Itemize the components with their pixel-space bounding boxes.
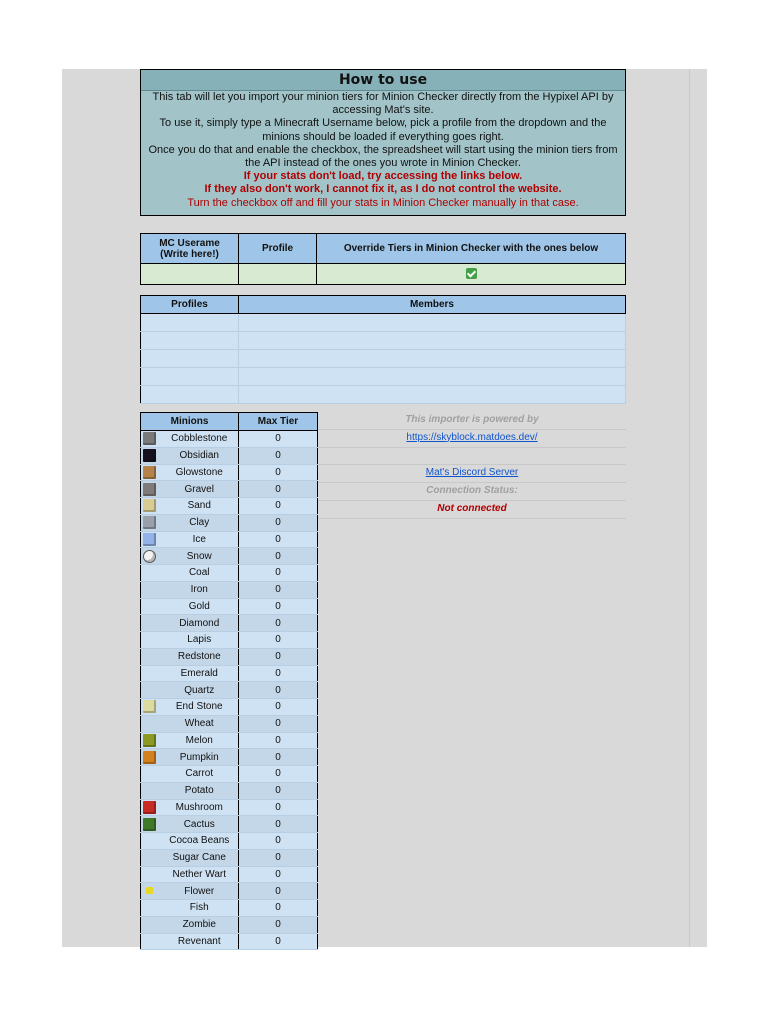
minion-row	[141, 883, 318, 900]
howto-line: minions should be loaded if everything goes right.	[262, 130, 504, 143]
minion-max-tier: 0	[239, 933, 318, 950]
minion-max-tier: 0	[239, 849, 318, 866]
minion-row	[141, 782, 318, 799]
profile-dropdown[interactable]	[239, 264, 317, 285]
minion-name: Snow	[161, 548, 239, 565]
gravel-icon	[143, 483, 156, 496]
minion-name: Potato	[161, 782, 239, 799]
sand-icon	[143, 499, 156, 512]
minion-name: Sugar Cane	[161, 849, 239, 866]
minion-max-tier: 0	[239, 481, 318, 498]
importer-info	[318, 412, 626, 519]
pumpkin-icon	[143, 751, 156, 764]
minion-name: Iron	[161, 581, 239, 598]
warning-line: Turn the checkbox off and fill your stats in Minion Checker manually in that case.	[187, 196, 579, 209]
profile-row	[141, 332, 626, 350]
minion-max-tier: 0	[239, 883, 318, 900]
minion-name: Cobblestone	[161, 431, 239, 448]
minion-name: Quartz	[161, 682, 239, 699]
warning-line: If they also don't work, I cannot fix it, as I do not control the website.	[204, 183, 562, 196]
minion-max-tier: 0	[239, 615, 318, 632]
minion-max-tier: 0	[239, 464, 318, 481]
minion-max-tier: 0	[239, 833, 318, 850]
minion-row	[141, 431, 318, 448]
minion-name: Ice	[161, 531, 239, 548]
connection-status-label: Connection Status:	[318, 483, 626, 501]
minion-name: Clay	[161, 514, 239, 531]
minion-icon-cell	[141, 565, 161, 582]
minion-max-tier: 0	[239, 900, 318, 917]
minion-row	[141, 581, 318, 598]
flower-icon	[146, 887, 153, 894]
minion-max-tier: 0	[239, 782, 318, 799]
minion-icon-cell	[141, 933, 161, 950]
profile-cell	[141, 332, 239, 350]
minion-row	[141, 632, 318, 649]
minion-max-tier: 0	[239, 632, 318, 649]
minion-max-tier: 0	[239, 799, 318, 816]
username-input[interactable]	[141, 264, 239, 285]
minion-name: Glowstone	[161, 464, 239, 481]
minion-name: Redstone	[161, 648, 239, 665]
minion-name: Melon	[161, 732, 239, 749]
warning-line: If your stats don't load, try accessing the links below.	[243, 170, 523, 183]
minion-row	[141, 816, 318, 833]
minion-row	[141, 833, 318, 850]
minion-name: Mushroom	[161, 799, 239, 816]
profile-cell	[141, 368, 239, 386]
minion-row	[141, 615, 318, 632]
minion-icon-cell	[141, 849, 161, 866]
end-stone-icon	[143, 700, 156, 713]
profile-cell	[141, 386, 239, 404]
powered-by-text: This importer is powered by	[318, 412, 626, 430]
minion-icon-cell	[141, 431, 161, 448]
minion-icon-cell	[141, 514, 161, 531]
minion-row	[141, 933, 318, 950]
members-cell	[239, 368, 626, 386]
howto-line: accessing Mat's site.	[332, 104, 434, 117]
cobblestone-icon	[143, 432, 156, 445]
minion-row	[141, 548, 318, 565]
minion-name: Fish	[161, 900, 239, 917]
howto-line: This tab will let you import your minion tiers for Minion Checker directly from the Hypixel API by	[152, 91, 614, 103]
minion-row	[141, 498, 318, 515]
max-tier-header: Max Tier	[239, 413, 318, 431]
minion-max-tier: 0	[239, 665, 318, 682]
minion-icon-cell	[141, 581, 161, 598]
minion-max-tier: 0	[239, 715, 318, 732]
minion-max-tier: 0	[239, 581, 318, 598]
snow-icon	[143, 550, 156, 563]
profile-cell	[141, 350, 239, 368]
minion-name: Revenant	[161, 933, 239, 950]
minion-max-tier: 0	[239, 682, 318, 699]
cactus-icon	[143, 818, 156, 831]
minion-max-tier: 0	[239, 447, 318, 464]
minions-header: Minions	[141, 413, 239, 431]
clay-icon	[143, 516, 156, 529]
minion-icon-cell	[141, 648, 161, 665]
minion-row	[141, 732, 318, 749]
profile-row	[141, 386, 626, 404]
minion-row	[141, 531, 318, 548]
minion-max-tier: 0	[239, 531, 318, 548]
minion-max-tier: 0	[239, 749, 318, 766]
minion-max-tier: 0	[239, 548, 318, 565]
ice-icon	[143, 533, 156, 546]
minion-name: Zombie	[161, 916, 239, 933]
minions-table	[140, 412, 318, 950]
profile-row	[141, 350, 626, 368]
minion-name: Cocoa Beans	[161, 833, 239, 850]
minion-row	[141, 715, 318, 732]
minion-row	[141, 682, 318, 699]
minion-row	[141, 565, 318, 582]
minion-icon-cell	[141, 598, 161, 615]
minion-icon-cell	[141, 615, 161, 632]
minion-row	[141, 766, 318, 783]
profile-header: Profile	[239, 234, 317, 264]
minion-row	[141, 866, 318, 883]
minion-row	[141, 665, 318, 682]
minion-icon-cell	[141, 464, 161, 481]
minion-max-tier: 0	[239, 732, 318, 749]
minion-max-tier: 0	[239, 766, 318, 783]
minion-icon-cell	[141, 665, 161, 682]
minion-name: Gold	[161, 598, 239, 615]
minion-icon-cell	[141, 481, 161, 498]
minion-row	[141, 916, 318, 933]
minion-max-tier: 0	[239, 598, 318, 615]
minion-name: Flower	[161, 883, 239, 900]
minion-icon-cell	[141, 816, 161, 833]
minion-icon-cell	[141, 732, 161, 749]
melon-icon	[143, 734, 156, 747]
override-header: Override Tiers in Minion Checker with the ones below	[317, 234, 626, 264]
minion-name: Diamond	[161, 615, 239, 632]
minion-icon-cell	[141, 833, 161, 850]
minion-max-tier: 0	[239, 648, 318, 665]
minion-max-tier: 0	[239, 866, 318, 883]
minion-max-tier: 0	[239, 916, 318, 933]
minion-max-tier: 0	[239, 816, 318, 833]
mushroom-icon	[143, 801, 156, 814]
minion-icon-cell	[141, 447, 161, 464]
members-header: Members	[239, 296, 626, 314]
minion-icon-cell	[141, 799, 161, 816]
minion-row	[141, 900, 318, 917]
minion-row	[141, 849, 318, 866]
minion-name: Carrot	[161, 766, 239, 783]
minion-max-tier: 0	[239, 514, 318, 531]
minion-icon-cell	[141, 883, 161, 900]
howto-line: the API instead of the ones you wrote in Minion Checker.	[245, 157, 521, 170]
input-table	[140, 233, 626, 285]
minion-row	[141, 749, 318, 766]
minion-icon-cell	[141, 782, 161, 799]
minion-icon-cell	[141, 548, 161, 565]
minion-name: Lapis	[161, 632, 239, 649]
minion-icon-cell	[141, 866, 161, 883]
minion-name: Coal	[161, 565, 239, 582]
profile-row	[141, 314, 626, 332]
minion-max-tier: 0	[239, 498, 318, 515]
minion-row	[141, 699, 318, 716]
minion-name: Pumpkin	[161, 749, 239, 766]
minion-row	[141, 464, 318, 481]
members-cell	[239, 314, 626, 332]
minion-icon-cell	[141, 682, 161, 699]
username-header: MC Userame (Write here!)	[141, 234, 239, 264]
minion-row	[141, 598, 318, 615]
glowstone-icon	[143, 466, 156, 479]
override-checkbox[interactable]	[466, 268, 477, 279]
connection-status-value: Not connected	[318, 501, 626, 519]
minion-name: End Stone	[161, 699, 239, 716]
minion-name: Wheat	[161, 715, 239, 732]
members-cell	[239, 386, 626, 404]
minion-icon-cell	[141, 699, 161, 716]
minion-max-tier: 0	[239, 431, 318, 448]
minion-max-tier: 0	[239, 565, 318, 582]
sheet-right-margin	[689, 69, 707, 947]
minion-icon-cell	[141, 498, 161, 515]
site-link[interactable]: https://skyblock.matdoes.dev/	[406, 431, 538, 443]
howto-line: To use it, simply type a Minecraft Username below, pick a profile from the dropdown and the	[159, 117, 607, 130]
empty-row	[318, 448, 626, 466]
minion-icon-cell	[141, 531, 161, 548]
members-cell	[239, 350, 626, 368]
minion-name: Nether Wart	[161, 866, 239, 883]
minion-icon-cell	[141, 715, 161, 732]
profile-cell	[141, 314, 239, 332]
minion-icon-cell	[141, 749, 161, 766]
profiles-header: Profiles	[141, 296, 239, 314]
minion-row	[141, 648, 318, 665]
minion-icon-cell	[141, 632, 161, 649]
obsidian-icon	[143, 449, 156, 462]
spreadsheet-area	[62, 69, 706, 947]
override-cell	[317, 264, 626, 285]
minion-row	[141, 799, 318, 816]
profiles-table	[140, 295, 626, 404]
minion-icon-cell	[141, 766, 161, 783]
minion-name: Gravel	[161, 481, 239, 498]
minion-row	[141, 514, 318, 531]
members-cell	[239, 332, 626, 350]
minion-name: Sand	[161, 498, 239, 515]
minion-icon-cell	[141, 900, 161, 917]
how-to-use-panel	[140, 69, 626, 216]
minion-row	[141, 481, 318, 498]
howto-line: Once you do that and enable the checkbox, the spreadsheet will start using the minion tiers from	[148, 143, 618, 156]
profile-row	[141, 368, 626, 386]
how-to-use-title: How to use	[141, 70, 625, 91]
minion-name: Obsidian	[161, 447, 239, 464]
minion-name: Emerald	[161, 665, 239, 682]
minion-name: Cactus	[161, 816, 239, 833]
discord-link[interactable]: Mat's Discord Server	[425, 467, 519, 479]
minion-max-tier: 0	[239, 699, 318, 716]
minion-row	[141, 447, 318, 464]
minion-icon-cell	[141, 916, 161, 933]
